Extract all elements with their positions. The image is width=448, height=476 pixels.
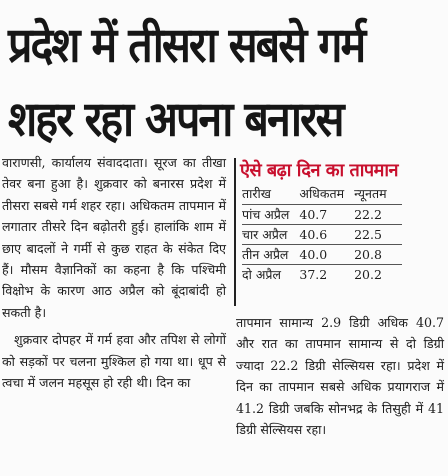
header-date: तारीख <box>242 186 271 201</box>
article-paragraph-1-body: सूरज का तीखा तेवर बना हुआ है। शुक्रवार को बनारस प्रदेश में तीसरा सबसे गर्म शहर रहा। अधिकतम तापमान में लगातार तीसरे दिन बढ़ोतरी हुई। हालांकि शाम में छाए बादलों ने गर्मी से कुछ राहत के संकेत दिए हैं। मौसम वैज्ञानिकों का कहना है कि पश्चिमी विक्षोभ के कारण आठ अप्रैल को बूंदाबांदी हो सकती है। <box>2 155 226 320</box>
cell-max: 37.2 <box>299 265 354 285</box>
dateline: वाराणसी, कार्यालय संवाददाता। <box>2 155 148 170</box>
article-paragraph-2: शुक्रवार दोपहर में गर्म हवा और तपिश से लोगों को सड़कों पर चलना मुश्किल हो गया था। धूप से त्वचा में जलन महसूस हो रही थी। दिन का <box>2 332 226 391</box>
cell-min: 22.5 <box>354 225 402 245</box>
table-row <box>242 205 402 225</box>
cell-min: 20.2 <box>354 265 402 285</box>
article-paragraph-1 <box>2 152 226 323</box>
cell-max: 40.6 <box>299 225 354 245</box>
temperature-box <box>234 158 446 306</box>
article-paragraph-3: तापमान सामान्य 2.9 डिग्री अधिक 40.7 और रात का तापमान सामान्य से दो डिग्री ज्यादा 22.2 डिग्री सेल्सियस रहा। प्रदेश में दिन का तापमान सबसे अधिक प्रयागराज में 41.2 डिग्री जबकि सोनभद्र के तिसुही में 41 डिग्री सेल्सियस रहा। <box>236 315 444 438</box>
table-header-row <box>242 184 402 205</box>
cell-date: तीन अप्रैल <box>242 245 299 265</box>
cell-date: पांच अप्रैल <box>242 205 299 225</box>
table-row <box>242 265 402 285</box>
cell-date: दो अप्रैल <box>242 265 299 285</box>
temperature-box-title: ऐसे बढ़ा दिन का तापमान <box>240 160 399 181</box>
cell-min: 22.2 <box>354 205 402 225</box>
headline-line-2: शहर रहा अपना बनारस <box>8 91 343 148</box>
cell-min: 20.8 <box>354 245 402 265</box>
cell-max: 40.0 <box>299 245 354 265</box>
article-left-column <box>2 152 226 476</box>
table-row <box>242 225 402 245</box>
headline-line-1: प्रदेश में तीसरा सबसे गर्म <box>8 17 365 74</box>
article-right-column <box>236 312 444 440</box>
cell-max: 40.7 <box>299 205 354 225</box>
cell-date: चार अप्रैल <box>242 225 299 245</box>
header-min: न्यूनतम <box>354 186 387 201</box>
header-max: अधिकतम <box>299 186 345 201</box>
table-row <box>242 245 402 265</box>
headline <box>4 2 444 150</box>
temperature-table <box>242 184 402 284</box>
